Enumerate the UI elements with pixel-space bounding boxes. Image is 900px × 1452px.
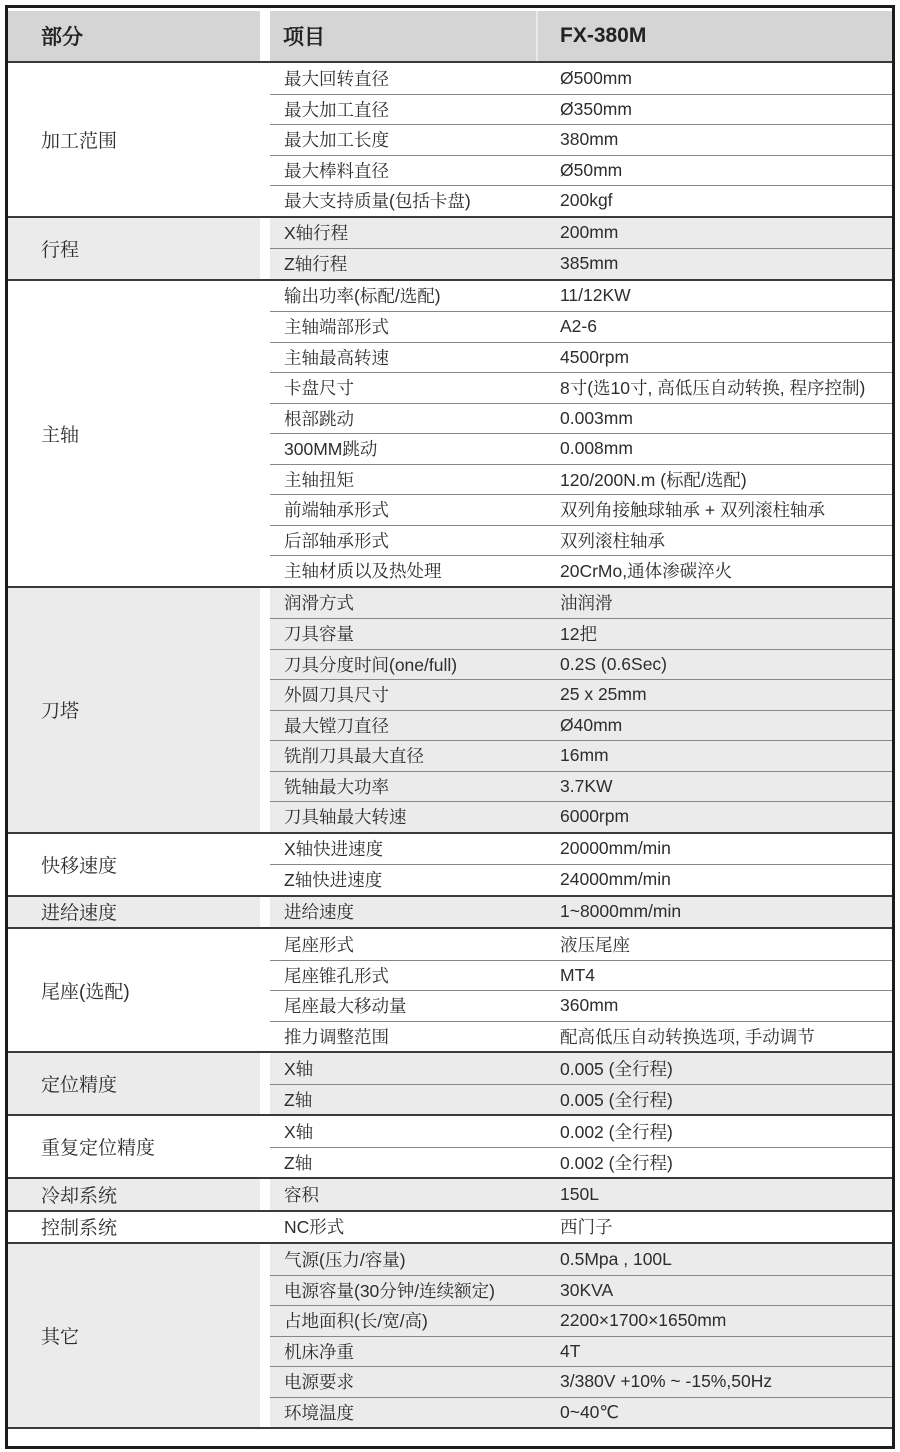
table-header-row — [8, 11, 892, 61]
spec-row — [270, 433, 892, 464]
item-cell: Z轴快进速度 — [284, 870, 383, 891]
spec-row — [270, 771, 892, 802]
item-cell: 输出功率(标配/选配) — [284, 286, 441, 307]
item-cell: 气源(压力/容量) — [284, 1249, 406, 1270]
value-cell: 0.002 (全行程) — [560, 1152, 673, 1173]
value-cell: 4500rpm — [560, 346, 630, 367]
value-cell: 配高低压自动转换选项, 手动调节 — [560, 1026, 815, 1047]
value-cell: 20000mm/min — [560, 838, 671, 859]
value-cell: 150L — [560, 1183, 599, 1204]
section-rows — [270, 929, 892, 1051]
section-label: 尾座(选配) — [8, 929, 260, 1051]
spec-row — [270, 1397, 892, 1428]
spec-row — [270, 1053, 892, 1084]
value-cell: 16mm — [560, 745, 609, 766]
item-cell: 外圆刀具尺寸 — [284, 685, 389, 706]
spec-row — [270, 311, 892, 342]
spec-row — [270, 555, 892, 586]
section-column-gap — [260, 1053, 270, 1114]
section-label: 进给速度 — [8, 897, 260, 928]
item-cell: 最大加工长度 — [284, 130, 389, 151]
spec-row — [270, 525, 892, 556]
value-cell: 0.002 (全行程) — [560, 1121, 673, 1142]
section-rows — [270, 63, 892, 216]
section-rows — [270, 1053, 892, 1114]
spec-row — [270, 1305, 892, 1336]
value-cell: 200kgf — [560, 190, 613, 211]
value-cell: 30KVA — [560, 1279, 614, 1300]
spec-row — [270, 588, 892, 619]
value-cell: 西门子 — [560, 1217, 613, 1238]
spec-row — [270, 801, 892, 832]
value-cell: 0~40℃ — [560, 1401, 620, 1422]
spec-row — [270, 63, 892, 94]
item-cell: 机床净重 — [284, 1341, 354, 1362]
value-cell: 1~8000mm/min — [560, 901, 682, 922]
spec-section — [8, 279, 892, 586]
value-cell: 3.7KW — [560, 775, 613, 796]
spec-section — [8, 1210, 892, 1243]
value-cell: 0.008mm — [560, 438, 633, 459]
spec-row — [270, 1021, 892, 1052]
column-header-model: FX-380M — [538, 11, 892, 61]
item-cell: X轴快进速度 — [284, 839, 384, 860]
spec-row — [270, 218, 892, 249]
spec-row — [270, 124, 892, 155]
spec-row — [270, 155, 892, 186]
section-column-gap — [260, 1244, 270, 1427]
spec-row — [270, 897, 892, 928]
column-header-item: 项目 — [270, 11, 536, 61]
section-column-gap — [260, 1116, 270, 1177]
spec-section — [8, 1177, 892, 1210]
value-cell: 3/380V +10% ~ -15%,50Hz — [560, 1371, 773, 1392]
value-cell: MT4 — [560, 964, 595, 985]
spec-row — [270, 679, 892, 710]
spec-row — [270, 864, 892, 895]
item-cell: 环境温度 — [284, 1402, 354, 1423]
spec-row — [270, 618, 892, 649]
spec-row — [270, 494, 892, 525]
spec-table-frame — [5, 5, 895, 1449]
section-column-gap — [260, 1179, 270, 1210]
section-label: 其它 — [8, 1244, 260, 1427]
item-cell: 后部轴承形式 — [284, 530, 389, 551]
item-cell: Z轴 — [284, 1152, 313, 1173]
section-rows — [270, 897, 892, 928]
spec-row — [270, 990, 892, 1021]
spec-row — [270, 1244, 892, 1275]
section-label: 重复定位精度 — [8, 1116, 260, 1177]
bottom-spacer — [8, 1429, 892, 1446]
value-cell: 双列角接触球轴承 + 双列滚柱轴承 — [560, 500, 825, 521]
item-cell: 主轴材质以及热处理 — [284, 561, 442, 582]
item-cell: 占地面积(长/宽/高) — [284, 1311, 428, 1332]
item-cell: 根部跳动 — [284, 408, 354, 429]
value-cell: Ø40mm — [560, 714, 623, 735]
item-cell: 容积 — [284, 1184, 319, 1205]
spec-section — [8, 1242, 892, 1429]
spec-row — [270, 649, 892, 680]
spec-sections-container — [8, 61, 892, 1429]
value-cell: Ø500mm — [560, 67, 632, 88]
value-cell: 液压尾座 — [560, 934, 630, 955]
item-cell: NC形式 — [284, 1217, 345, 1238]
value-cell: Ø50mm — [560, 159, 623, 180]
item-cell: 尾座锥孔形式 — [284, 965, 389, 986]
section-label: 行程 — [8, 218, 260, 279]
value-cell: 24000mm/min — [560, 869, 671, 890]
value-cell: 385mm — [560, 253, 619, 274]
spec-row — [270, 94, 892, 125]
header-column-gap — [260, 11, 270, 61]
spec-row — [270, 372, 892, 403]
item-cell: 刀具分度时间(one/full) — [284, 654, 458, 675]
item-cell: 尾座形式 — [284, 934, 354, 955]
spec-row — [270, 929, 892, 960]
section-column-gap — [260, 897, 270, 928]
value-cell: 200mm — [560, 222, 619, 243]
spec-row — [270, 281, 892, 312]
spec-row — [270, 185, 892, 216]
item-cell: 尾座最大移动量 — [284, 996, 407, 1017]
value-cell: 380mm — [560, 129, 619, 150]
spec-row — [270, 403, 892, 434]
item-cell: 主轴扭矩 — [284, 469, 354, 490]
item-cell: X轴 — [284, 1058, 314, 1079]
section-column-gap — [260, 834, 270, 895]
item-cell: X轴行程 — [284, 223, 349, 244]
spec-row — [270, 710, 892, 741]
item-cell: 最大镗刀直径 — [284, 715, 389, 736]
section-rows — [270, 1179, 892, 1210]
item-cell: 300MM跳动 — [284, 439, 378, 460]
spec-row — [270, 464, 892, 495]
item-cell: 最大加工直径 — [284, 99, 389, 120]
value-cell: A2-6 — [560, 316, 597, 337]
item-cell: 主轴最高转速 — [284, 347, 389, 368]
item-cell: Z轴 — [284, 1089, 313, 1110]
section-rows — [270, 281, 892, 586]
item-cell: 卡盘尺寸 — [284, 378, 354, 399]
value-cell: 0.5Mpa , 100L — [560, 1248, 672, 1269]
section-label: 加工范围 — [8, 63, 260, 216]
spec-section — [8, 61, 892, 216]
value-cell: 油润滑 — [560, 593, 613, 614]
section-column-gap — [260, 63, 270, 216]
value-cell: 0.005 (全行程) — [560, 1089, 673, 1110]
section-column-gap — [260, 929, 270, 1051]
value-cell: 6000rpm — [560, 806, 630, 827]
section-rows — [270, 588, 892, 832]
spec-row — [270, 1275, 892, 1306]
spec-section — [8, 927, 892, 1051]
spec-row — [270, 248, 892, 279]
item-cell: 最大回转直径 — [284, 68, 389, 89]
value-cell: 双列滚柱轴承 — [560, 530, 665, 551]
value-cell: 2200×1700×1650mm — [560, 1310, 727, 1331]
section-rows — [270, 218, 892, 279]
item-cell: 铣削刀具最大直径 — [284, 746, 424, 767]
section-rows — [270, 1244, 892, 1427]
section-label: 定位精度 — [8, 1053, 260, 1114]
value-cell: 360mm — [560, 995, 619, 1016]
item-cell: 最大支持质量(包括卡盘) — [284, 191, 471, 212]
value-cell: 20CrMo,通体渗碳淬火 — [560, 561, 733, 582]
spec-row — [270, 960, 892, 991]
spec-row — [270, 1084, 892, 1115]
item-cell: X轴 — [284, 1121, 314, 1142]
section-label: 主轴 — [8, 281, 260, 586]
spec-row — [270, 1336, 892, 1367]
item-cell: 主轴端部形式 — [284, 317, 389, 338]
item-cell: 进给速度 — [284, 902, 354, 923]
spec-row — [270, 1147, 892, 1178]
spec-row — [270, 1366, 892, 1397]
value-cell: 4T — [560, 1340, 581, 1361]
section-column-gap — [260, 1212, 270, 1243]
value-cell: 0.005 (全行程) — [560, 1058, 673, 1079]
item-cell: 推力调整范围 — [284, 1026, 389, 1047]
item-cell: Z轴行程 — [284, 254, 348, 275]
value-cell: 0.003mm — [560, 407, 633, 428]
section-label: 冷却系统 — [8, 1179, 260, 1210]
value-cell: Ø350mm — [560, 98, 632, 119]
item-cell: 电源容量(30分钟/连续额定) — [284, 1280, 495, 1301]
value-cell: 0.2S (0.6Sec) — [560, 653, 667, 674]
value-cell: 25 x 25mm — [560, 684, 647, 705]
section-column-gap — [260, 588, 270, 832]
section-label: 刀塔 — [8, 588, 260, 832]
spec-section — [8, 1051, 892, 1114]
item-cell: 最大棒料直径 — [284, 160, 389, 181]
column-header-section: 部分 — [8, 11, 260, 61]
section-label: 控制系统 — [8, 1212, 260, 1243]
spec-section — [8, 895, 892, 928]
spec-row — [270, 1179, 892, 1210]
item-cell: 刀具轴最大转速 — [284, 807, 407, 828]
section-column-gap — [260, 218, 270, 279]
spec-row — [270, 1212, 892, 1243]
section-rows — [270, 1212, 892, 1243]
spec-section — [8, 832, 892, 895]
section-rows — [270, 834, 892, 895]
item-cell: 前端轴承形式 — [284, 500, 389, 521]
spec-row — [270, 342, 892, 373]
spec-row — [270, 1116, 892, 1147]
value-cell: 12把 — [560, 624, 597, 645]
section-column-gap — [260, 281, 270, 586]
item-cell: 刀具容量 — [284, 624, 354, 645]
value-cell: 8寸(选10寸, 高低压自动转换, 程序控制) — [560, 378, 866, 399]
spec-section — [8, 1114, 892, 1177]
section-rows — [270, 1116, 892, 1177]
value-cell: 11/12KW — [560, 285, 631, 306]
item-cell: 润滑方式 — [284, 593, 354, 614]
spec-section — [8, 586, 892, 832]
item-cell: 铣轴最大功率 — [284, 776, 389, 797]
value-cell: 120/200N.m (标配/选配) — [560, 469, 747, 490]
spec-row — [270, 834, 892, 865]
spec-row — [270, 740, 892, 771]
spec-section — [8, 216, 892, 279]
item-cell: 电源要求 — [284, 1372, 354, 1393]
section-label: 快移速度 — [8, 834, 260, 895]
